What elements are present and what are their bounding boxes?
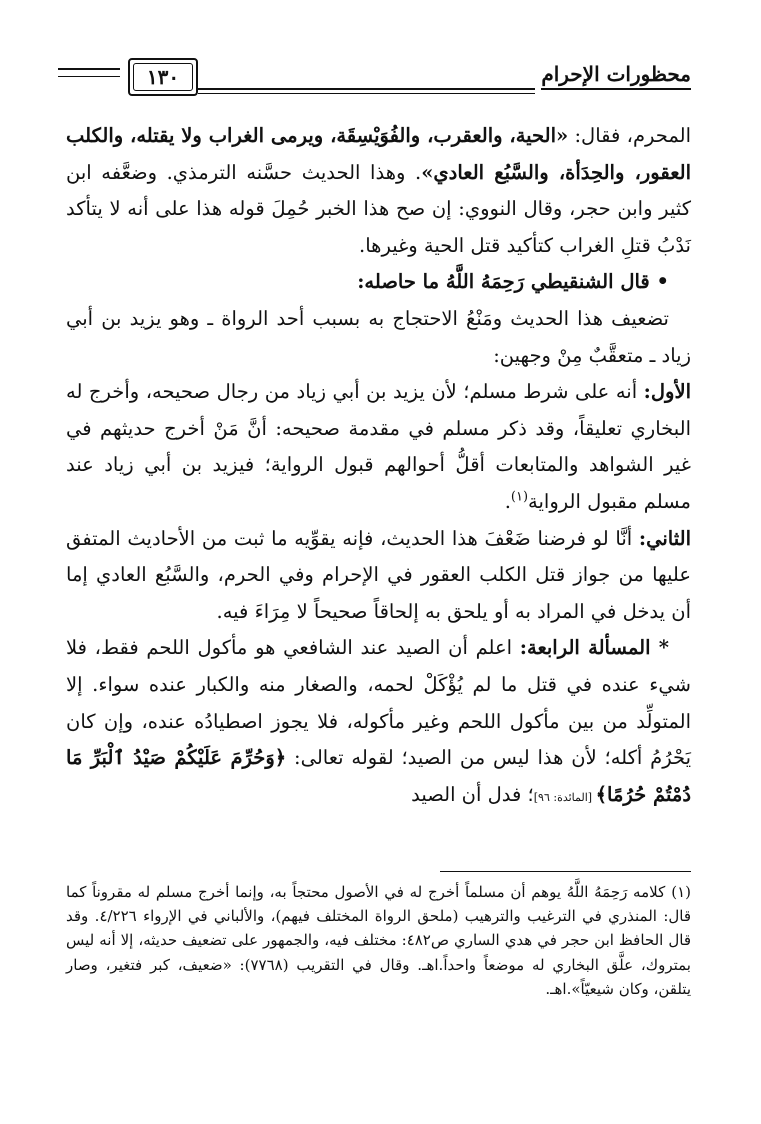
quran-verse: ﴿وَحُرِّمَ عَلَيْكُمْ صَيْدُ ٱلْبَرِّ مَا دُمْتُمْ حُرُمًا﴾	[66, 746, 691, 806]
fourth-issue-text: اعلم أن الصيد عند الشافعي هو مأكول اللحم فقط، فلا شيء عنده في قتل ما لم يُؤْكَلْ لحمه، والصغار منه والكبار عنده سواء. إلا المتولِّد من بين مأكول اللحم وغير مأكوله، فلا يجوز اصطيادُه عنده، وإن كان يَحْرُمُ أكله؛ لأن هذا ليس من الصيد؛ لقوله تعالى:	[66, 636, 692, 770]
verse-reference: [المائدة: ٩٦]	[533, 790, 596, 804]
paragraph-1-rest: . وهذا الحديث حسَّنه الترمذي. وضعَّفه ابن كثير وابن حجر، وقال النووي: إن صح هذا الخبر حُمِلَ قوله هذا على أنه لا يتأكد نَدْبُ قتلِ الغراب كتأكيد قتل الحية وغيرها.	[66, 160, 691, 257]
paragraph-1-start: المحرم، فقال:	[568, 124, 691, 147]
header-rule-long-thin	[198, 93, 535, 94]
fourth-issue-lead: * المسألة الرابعة:	[519, 636, 669, 660]
shinqiti-heading: • قال الشنقيطي رَحِمَهُ اللَّهُ ما حاصله:	[357, 270, 669, 294]
page-header	[58, 56, 691, 106]
paragraph-second-point	[66, 521, 691, 631]
paragraph-3: تضعيف هذا الحديث ومَنْعُ الاحتجاج به بسبب أحد الرواة ـ وهو يزيد بن أبي زياد ـ متعقَّبٌ مِنْ وجهين:	[66, 306, 691, 367]
footnotes	[66, 880, 691, 1001]
main-text	[66, 118, 691, 816]
footnote-divider	[440, 871, 691, 872]
second-point-text: أنَّا لو فرضنا ضَعْفَ هذا الحديث، فإنه يقوِّيه ما ثبت من الأحاديث المتفق عليها من جواز قتل الكلب العقور في الإحرام وفي الحرم، والسَّبُع العادي إما أن يدخل في المراد به أو يلحق به إلحاقاً صحيحاً لا مِرَاءَ فيه.	[66, 526, 691, 623]
page-number-frame	[128, 58, 198, 96]
header-rule	[541, 88, 691, 90]
footnote-1-number: (١)	[671, 883, 691, 901]
first-point-end: .	[504, 489, 511, 513]
header-rule-left-thin	[58, 76, 120, 77]
footnote-1-text: كلامه رَحِمَهُ اللَّهُ يوهم أن مسلماً أخرج له في الأصول محتجاً به، وإنما أخرج مسلم له مقروناً كما قال: المنذري في الترغيب والترهيب (ملحق الرواة المختلف فيهم)، والألباني في الإرواء ٤/٢٢٦. وقد قال الحافظ ابن حجر في هدي الساري ص٤٨٢: مختلف فيه، والجمهور على تضعيف حديثه، إلا أنه ليس بمتروك، علَّق البخاري له موضعاً واحداً.اهـ. وقال في التقريب (٧٧٦٨): «ضعيف، كبر فتغير، وصار يتلقن، وكان شيعيّاً».اهـ.	[66, 883, 692, 998]
first-point-lead: الأول:	[643, 380, 691, 404]
running-title: محظورات الإحرام	[541, 62, 691, 86]
paragraph-1	[66, 118, 691, 264]
footnote-reference: (١)	[510, 489, 529, 505]
hadith-quote: «الحية، والعقرب، والفُوَيْسِقَة، ويرمى الغراب ولا يقتله، والكلب العقور، والحِدَأة، والسَّبُع العادي»	[66, 124, 691, 184]
second-point-lead: الثاني:	[638, 526, 691, 550]
page-number: ١٣٠	[133, 63, 193, 91]
first-point-text: أنه على شرط مسلم؛ لأن يزيد بن أبي زياد من رجال صحيحه، وأخرج له البخاري تعليقاً، وقد ذكر مسلم في مقدمة صحيحه: أنَّ مَنْ أخرج حديثهم في غير الشواهد والمتابعات أقلُّ أحوالهم قبول الرواية؛ فيزيد بن أبي زياد عند مسلم مقبول الرواية	[66, 380, 691, 513]
footnote-1	[66, 880, 691, 1001]
header-rule-left	[58, 68, 120, 70]
paragraph-fourth-issue	[66, 630, 691, 816]
header-rule-long	[198, 88, 535, 90]
paragraph-first-point	[66, 374, 691, 520]
fourth-issue-end: ؛ فدل أن الصيد	[411, 782, 534, 806]
